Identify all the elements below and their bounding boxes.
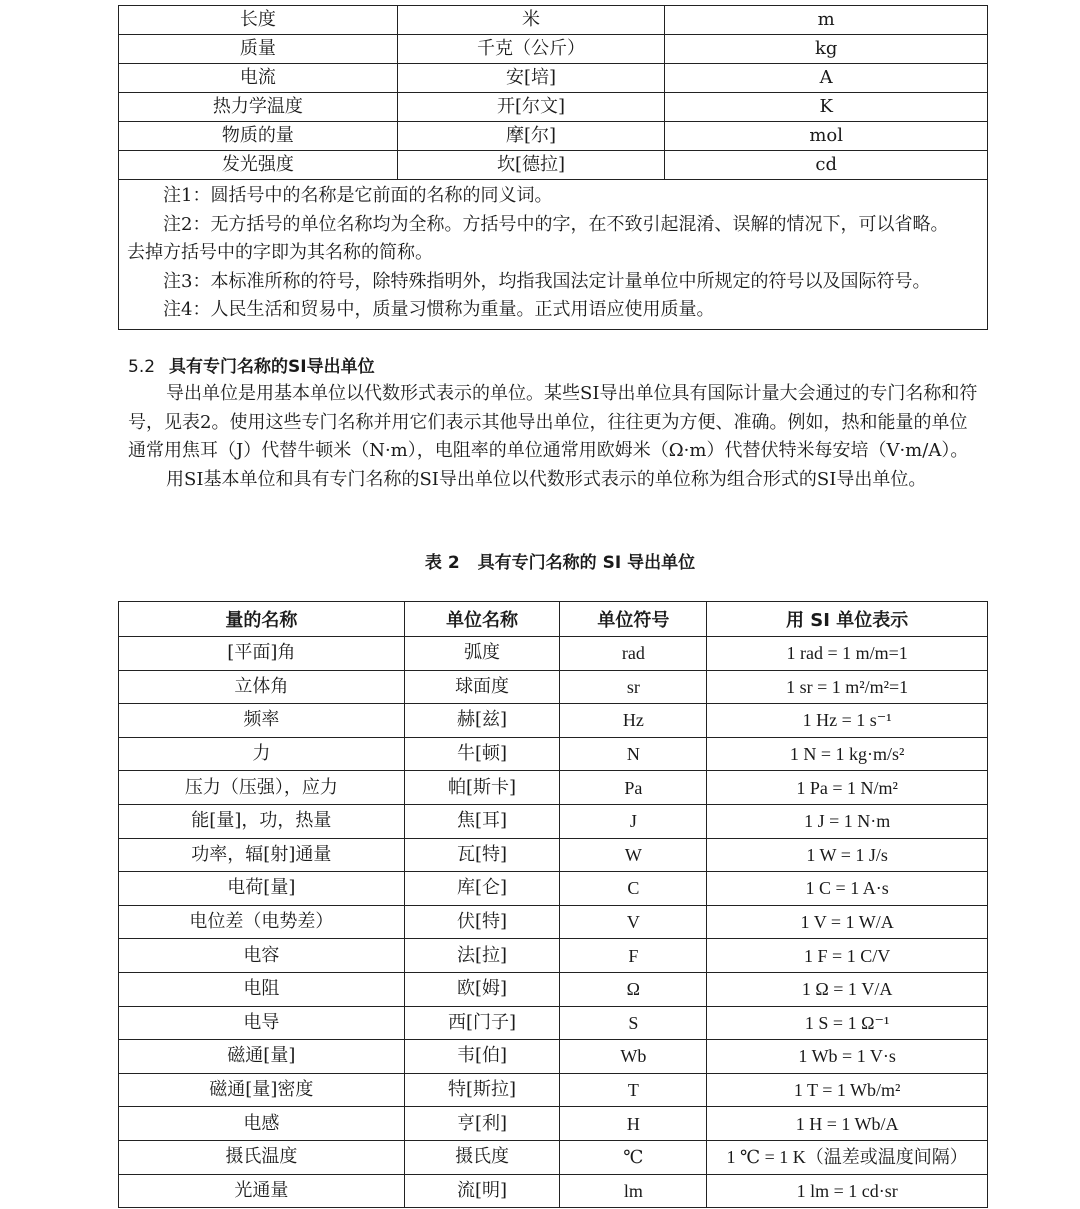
expression-cell: 1 rad = 1 m/m=1 [707,637,988,671]
unit-name-cell: 西[门子] [404,1006,560,1040]
expression-cell: 1 T = 1 Wb/m² [707,1073,988,1107]
note-3: 注3：本标准所称的符号，除特殊指明外，均指我国法定计量单位中所规定的符号以及国际符号。 [163,270,931,292]
note-2-continued: 去掉方括号中的字即为其名称的简称。 [127,242,433,263]
quantity-cell: 压力（压强），应力 [119,771,405,805]
section-number: 5.2 [128,357,156,377]
unit-name-cell: 特[斯拉] [404,1073,560,1107]
unit-name-cell: 韦[伯] [404,1040,560,1074]
column-header-unit-name: 单位名称 [404,602,560,637]
unit-name-cell: 亨[利] [404,1107,560,1141]
quantity-cell: 长度 [119,6,398,35]
quantity-cell: 磁通[量]密度 [119,1073,405,1107]
quantity-cell: 电阻 [119,972,405,1006]
table-caption [0,548,1080,573]
quantity-cell: 频率 [119,704,405,738]
table-row [119,939,988,973]
unit-symbol-cell: K [665,93,988,122]
note-2: 注2：无方括号的单位名称均为全称。方括号中的字，在不致引起混淆、误解的情况下，可以省略。 [163,213,949,235]
table-row [119,670,988,704]
table-row [119,1140,988,1174]
expression-cell: 1 W = 1 J/s [707,838,988,872]
unit-symbol-cell: W [560,838,707,872]
unit-symbol-cell: Pa [560,771,707,805]
unit-name-cell: 弧度 [404,637,560,671]
expression-cell: 1 Pa = 1 N/m² [707,771,988,805]
unit-name-cell: 瓦[特] [404,838,560,872]
quantity-cell: 热力学温度 [119,93,398,122]
table-header-row [119,602,988,637]
unit-name-cell: 法[拉] [404,939,560,973]
table-row [119,838,988,872]
unit-symbol-cell: kg [665,35,988,64]
table-row [119,972,988,1006]
unit-name-cell: 坎[德拉] [397,151,665,180]
derived-units-table [118,601,988,1208]
column-header-expression: 用 SI 单位表示 [707,602,988,637]
note-1: 注1：圆括号中的名称是它前面的名称的同义词。 [163,185,553,206]
unit-name-cell: 摩[尔] [397,122,665,151]
unit-name-cell: 赫[兹] [404,704,560,738]
unit-name-cell: 欧[姆] [404,972,560,1006]
paragraph: 用SI基本单位和具有专门名称的SI导出单位以代数形式表示的单位称为组合形式的SI导出单位。 [166,468,927,490]
table-row [119,804,988,838]
table-row [119,1040,988,1074]
quantity-cell: 质量 [119,35,398,64]
quantity-cell: 电导 [119,1006,405,1040]
unit-symbol-cell: V [560,905,707,939]
unit-symbol-cell: m [665,6,988,35]
table-title: 具有专门名称的 SI 导出单位 [477,553,696,573]
expression-cell: 1 S = 1 Ω⁻¹ [707,1006,988,1040]
table-row [119,771,988,805]
unit-name-cell: 球面度 [404,670,560,704]
unit-name-cell: 帕[斯卡] [404,771,560,805]
table-row [119,1107,988,1141]
quantity-cell: 电荷[量] [119,872,405,906]
base-units-table [118,5,988,330]
quantity-cell: 电位差（电势差） [119,905,405,939]
quantity-cell: 功率，辐[射]通量 [119,838,405,872]
expression-cell: 1 Ω = 1 V/A [707,972,988,1006]
quantity-cell: 摄氏温度 [119,1140,405,1174]
table-row [119,905,988,939]
expression-cell: 1 H = 1 Wb/A [707,1107,988,1141]
unit-symbol-cell: sr [560,670,707,704]
expression-cell: 1 Hz = 1 s⁻¹ [707,704,988,738]
quantity-cell: 力 [119,737,405,771]
quantity-cell: [平面]角 [119,637,405,671]
unit-name-cell: 库[仑] [404,872,560,906]
unit-name-cell: 开[尔文] [397,93,665,122]
quantity-cell: 能[量]，功，热量 [119,804,405,838]
table-row [119,637,988,671]
quantity-cell: 电容 [119,939,405,973]
column-header-quantity: 量的名称 [119,602,405,637]
table-row [119,1174,988,1208]
expression-cell: 1 F = 1 C/V [707,939,988,973]
table-row [119,1006,988,1040]
unit-symbol-cell: N [560,737,707,771]
unit-symbol-cell: lm [560,1174,707,1208]
expression-cell: 1 sr = 1 m²/m²=1 [707,670,988,704]
expression-cell: 1 ℃ = 1 K（温差或温度间隔） [707,1140,988,1174]
unit-symbol-cell: J [560,804,707,838]
unit-symbol-cell: rad [560,637,707,671]
note-4: 注4：人民生活和贸易中，质量习惯称为重量。正式用语应使用质量。 [163,299,715,320]
expression-cell: 1 J = 1 N·m [707,804,988,838]
table-row [119,1073,988,1107]
quantity-cell: 立体角 [119,670,405,704]
expression-cell: 1 lm = 1 cd·sr [707,1174,988,1208]
unit-name-cell: 焦[耳] [404,804,560,838]
section-title: 具有专门名称的SI导出单位 [169,357,375,377]
quantity-cell: 物质的量 [119,122,398,151]
unit-name-cell: 千克（公斤） [397,35,665,64]
table-number: 表 2 [424,553,460,573]
unit-symbol-cell: mol [665,122,988,151]
section-heading [128,352,375,377]
unit-name-cell: 米 [397,6,665,35]
table-row [119,35,988,64]
expression-cell: 1 Wb = 1 V·s [707,1040,988,1074]
unit-symbol-cell: S [560,1006,707,1040]
table-notes [119,180,988,330]
table-row [119,93,988,122]
unit-symbol-cell: A [665,64,988,93]
unit-name-cell: 摄氏度 [404,1140,560,1174]
quantity-cell: 磁通[量] [119,1040,405,1074]
expression-cell: 1 V = 1 W/A [707,905,988,939]
unit-name-cell: 伏[特] [404,905,560,939]
notes-row [119,180,988,330]
quantity-cell: 电感 [119,1107,405,1141]
unit-symbol-cell: F [560,939,707,973]
column-header-unit-symbol: 单位符号 [560,602,707,637]
table-row [119,737,988,771]
unit-symbol-cell: H [560,1107,707,1141]
paragraph: 导出单位是用基本单位以代数形式表示的单位。某些SI导出单位具有国际计量大会通过的专门名称和符号，见表2。使用这些专门名称并用它们表示其他导出单位，往往更为方便、准确。例如，热和能量的单位通常用焦耳（J）代替牛顿米（N·m），电阻率的单位通常用欧姆米（Ω·m）代替伏特米每安培（V·m/A）。 [128,383,978,461]
table-row [119,151,988,180]
quantity-cell: 光通量 [119,1174,405,1208]
unit-symbol-cell: Hz [560,704,707,738]
unit-symbol-cell: Ω [560,972,707,1006]
quantity-cell: 发光强度 [119,151,398,180]
expression-cell: 1 C = 1 A·s [707,872,988,906]
expression-cell: 1 N = 1 kg·m/s² [707,737,988,771]
quantity-cell: 电流 [119,64,398,93]
unit-name-cell: 安[培] [397,64,665,93]
unit-symbol-cell: Wb [560,1040,707,1074]
table-row [119,64,988,93]
unit-name-cell: 流[明] [404,1174,560,1208]
table-row [119,122,988,151]
unit-symbol-cell: C [560,872,707,906]
table-row [119,6,988,35]
unit-symbol-cell: cd [665,151,988,180]
unit-symbol-cell: T [560,1073,707,1107]
unit-name-cell: 牛[顿] [404,737,560,771]
unit-symbol-cell: ℃ [560,1140,707,1174]
section-body [128,380,982,494]
table-row [119,704,988,738]
table-row [119,872,988,906]
